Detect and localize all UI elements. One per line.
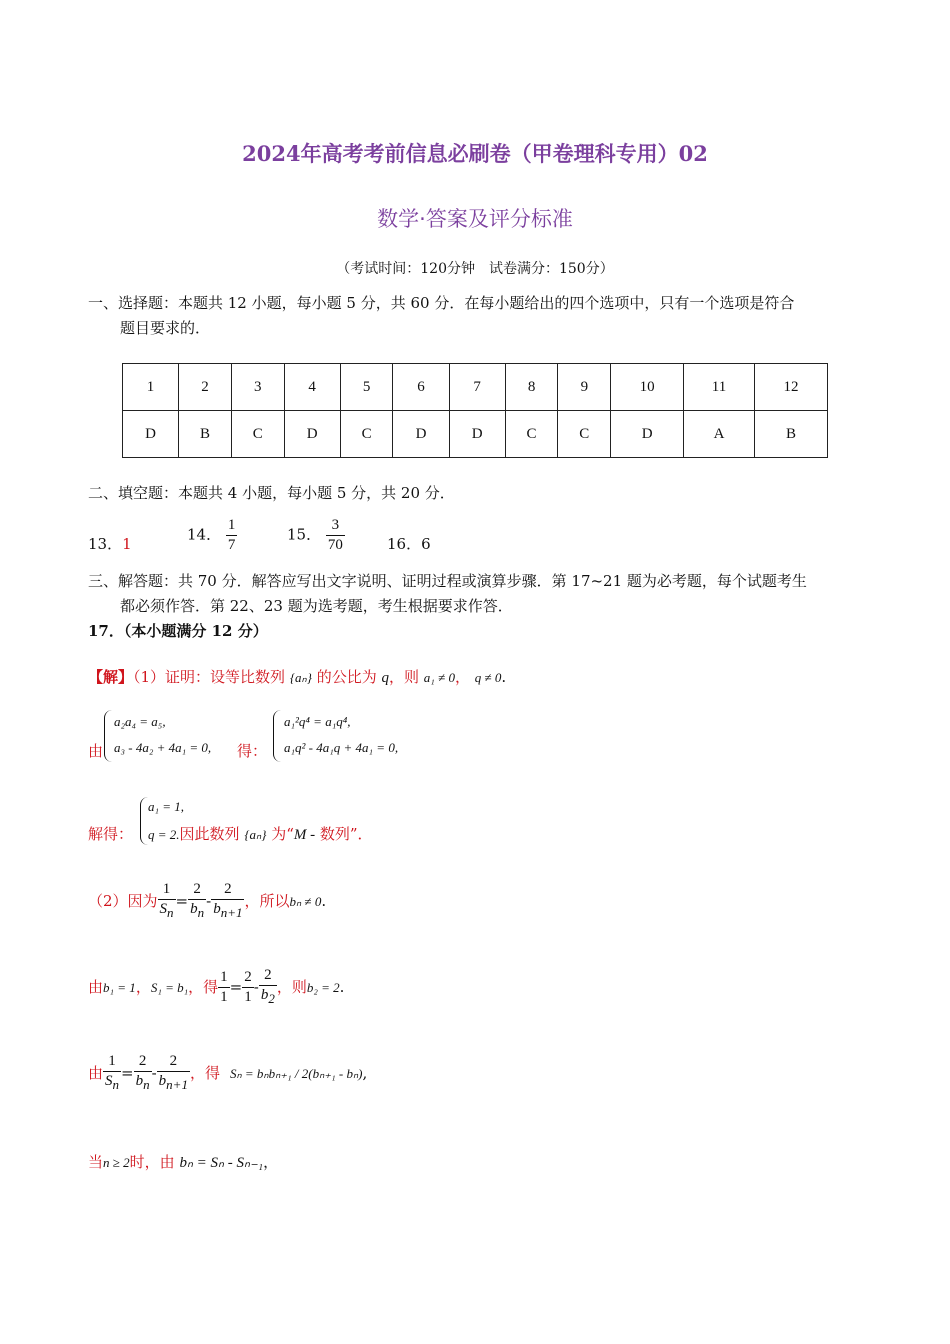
solution-p3-text: 因此数列	[179, 825, 240, 843]
answer-table-answer-cell: A	[684, 411, 755, 458]
exam-meta: （考试时间：120分钟 试卷满分：150分）	[336, 261, 614, 277]
q15	[287, 516, 345, 555]
p6-frac-3: $\frac{2}{b_{n+1}}$	[158, 1053, 188, 1092]
answer-table-number-cell: 7	[449, 364, 505, 411]
solution-p5-b2: b₂ = 2	[306, 979, 340, 995]
q15-fraction	[326, 516, 345, 555]
solution-p3-end: 数列”．	[315, 825, 373, 843]
solution-p1-cond1: a₁ ≠ 0	[423, 670, 455, 685]
answer-table-answer-cell: D	[284, 411, 340, 458]
solution-p6-Sn: Sₙ = bₙbₙ₊₁ / 2(bₙ₊₁ - bₙ)	[229, 1065, 363, 1081]
answer-table-answers	[123, 411, 828, 458]
solution-p1-cond2: q ≠ 0	[474, 670, 502, 685]
system1-eq2: a₃ - 4a₂ + 4a₁ = 0,	[114, 740, 212, 755]
p4-frac-3: $\frac{2}{b_{n+1}}$	[213, 881, 243, 920]
solution-p3-tail: 为“	[271, 825, 294, 843]
answer-table-number-cell: 11	[684, 364, 755, 411]
answer-table	[122, 363, 828, 458]
answer-table-number-cell: 12	[754, 364, 827, 411]
solution-p2-de: 得：	[237, 742, 268, 760]
solution-p3-seq: {aₙ}	[244, 827, 267, 842]
p4-frac-1: $\frac{1}{S_n}$	[159, 881, 174, 920]
answer-table-number-cell: 8	[505, 364, 558, 411]
q16: 16．6	[387, 535, 431, 553]
solution-p1-q: q	[381, 670, 389, 686]
solution-line-4: （2）因为 $\frac{1}{S_n}$ = $\frac{2}{b_n}$ - $\frac{2}{b_{n+1}}$ ，所以 bₙ ≠ 0 .	[88, 881, 327, 920]
solution-p5-you: 由	[88, 977, 104, 996]
answer-table-number-cell: 5	[340, 364, 393, 411]
answer-table-answer-cell: B	[179, 411, 232, 458]
solution-p1-mid: 的公比为	[316, 668, 377, 686]
solution-p1-seq: {aₙ}	[289, 670, 312, 685]
answer-table-number-cell: 6	[393, 364, 449, 411]
system3-eq2: q = 2.	[148, 827, 180, 842]
q13-answer: 1	[122, 535, 132, 553]
q14-num: 1	[226, 516, 238, 536]
answer-table-answer-cell: D	[449, 411, 505, 458]
solution-p7-shi: 时，由	[129, 1153, 175, 1171]
answer-table-answer-cell: D	[123, 411, 179, 458]
p5-frac-3: $\frac{2}{b_2}$	[260, 967, 275, 1006]
q13	[88, 532, 132, 557]
q14-label: 14．	[187, 525, 222, 544]
p6-frac-2: $\frac{2}{b_n}$	[135, 1053, 150, 1092]
answer-table-answer-cell: D	[611, 411, 684, 458]
brace-1	[104, 710, 113, 762]
solution-p7-cond: n ≥ 2	[103, 1155, 130, 1170]
solution-line-6: 由 $\frac{1}{S_n}$ = $\frac{2}{b_n}$ - $\frac{2}{b_{n+1}}$ ，得 Sₙ = bₙbₙ₊₁ / 2(bₙ₊₁ - bₙ) ,	[88, 1053, 368, 1092]
answer-table-answer-cell: C	[505, 411, 558, 458]
solution-p5-de: ，得	[188, 977, 219, 996]
q15-num: 3	[326, 516, 345, 536]
section2-heading: 二、填空题：本题共 4 小题，每小题 5 分，共 20 分．	[88, 484, 455, 502]
system2-eq2: a₁q² - 4a₁q + 4a₁ = 0,	[284, 740, 399, 755]
solution-p4-so: ，所以	[244, 891, 290, 910]
p5-frac-1: $\frac{1}{1}$	[220, 968, 228, 1005]
solution-p6-you: 由	[88, 1063, 104, 1082]
system1-eq1: a₂a₄ = a₅,	[114, 714, 166, 729]
answer-table-answer-cell: C	[231, 411, 284, 458]
brace-2	[273, 710, 282, 762]
q13-label: 13．	[88, 535, 123, 553]
q15-den: 70	[327, 537, 343, 553]
solution-p5-b1: b₁ = 1	[103, 979, 136, 995]
q17-heading: 17．（本小题满分 12 分）	[88, 622, 268, 640]
solution-line-3	[148, 822, 373, 848]
answer-table-answer-cell: D	[393, 411, 449, 458]
solution-p7-dang: 当	[88, 1153, 104, 1171]
p4-frac-2: $\frac{2}{b_n}$	[190, 881, 205, 920]
answer-table-number-cell: 9	[558, 364, 611, 411]
solution-tag: 【解】	[88, 668, 134, 686]
p5-frac-2: $\frac{2}{1}$	[244, 968, 252, 1005]
solution-p2-you: 由	[88, 742, 104, 760]
answer-table-answer-cell: C	[558, 411, 611, 458]
section1-heading-cont: 题目要求的．	[120, 319, 211, 337]
solution-p5-s1: S₁ = b₁	[150, 979, 189, 995]
q14-den: 7	[227, 537, 236, 553]
solution-line-5: 由 b₁ = 1 ， S₁ = b₁ ，得 $\frac{1}{1}$ = $\frac{2}{1}$ - $\frac{2}{b_2}$ ，则 b₂ = 2 .	[88, 967, 345, 1006]
system3-eq1: a₁ = 1,	[148, 799, 185, 814]
solution-p6-de: ，得	[189, 1063, 220, 1082]
solution-p3-M: M -	[293, 827, 316, 843]
p6-frac-1: $\frac{1}{S_n}$	[105, 1053, 120, 1092]
document-subtitle: 数学·答案及评分标准	[377, 207, 573, 231]
section3-heading-cont: 都必须作答．第 22、23 题为选考题，考生根据要求作答．	[120, 597, 513, 615]
solution-p4-cond: bₙ ≠ 0	[289, 893, 322, 909]
solution-p1-then: ，则	[389, 668, 420, 686]
answer-table-number-cell: 3	[231, 364, 284, 411]
q14	[187, 516, 237, 555]
answer-table-number-cell: 4	[284, 364, 340, 411]
answer-table-number-cell: 1	[123, 364, 179, 411]
solution-p5-ze: ，则	[276, 977, 307, 996]
document-title: 2024年高考考前信息必刷卷（甲卷理科专用）02	[242, 141, 708, 166]
solution-line-1: 【解】（1）证明：设等比数列 {aₙ} 的公比为 q，则 a₁ ≠ 0， q ≠ 0.	[88, 668, 507, 686]
solution-p1-text: （1）证明：设等比数列	[133, 668, 286, 686]
solution-p3-jie: 解得：	[88, 825, 134, 843]
answer-table-number-cell: 2	[179, 364, 232, 411]
solution-p4-text: （2）因为	[88, 891, 158, 910]
section1-heading: 一、选择题：本题共 12 小题，每小题 5 分，共 60 分．在每小题给出的四个选项中，只有一个选项是符合	[88, 294, 795, 312]
solution-p7-eq: bₙ = Sₙ - Sₙ₋₁	[179, 1155, 264, 1171]
system2-eq1: a₁²q⁴ = a₁q⁴,	[284, 714, 351, 729]
answer-table-number-cell: 10	[611, 364, 684, 411]
answer-table-numbers	[123, 364, 828, 411]
solution-line-7: 当n ≥ 2时，由 bₙ = Sₙ - Sₙ₋₁，	[88, 1153, 279, 1171]
q14-fraction	[226, 516, 238, 555]
section3-heading: 三、解答题：共 70 分．解答应写出文字说明、证明过程或演算步骤．第 17~21 题为必考题，每个试题考生	[88, 572, 807, 590]
answer-table-answer-cell: C	[340, 411, 393, 458]
answer-table-answer-cell: B	[754, 411, 827, 458]
q15-label: 15．	[287, 525, 322, 544]
